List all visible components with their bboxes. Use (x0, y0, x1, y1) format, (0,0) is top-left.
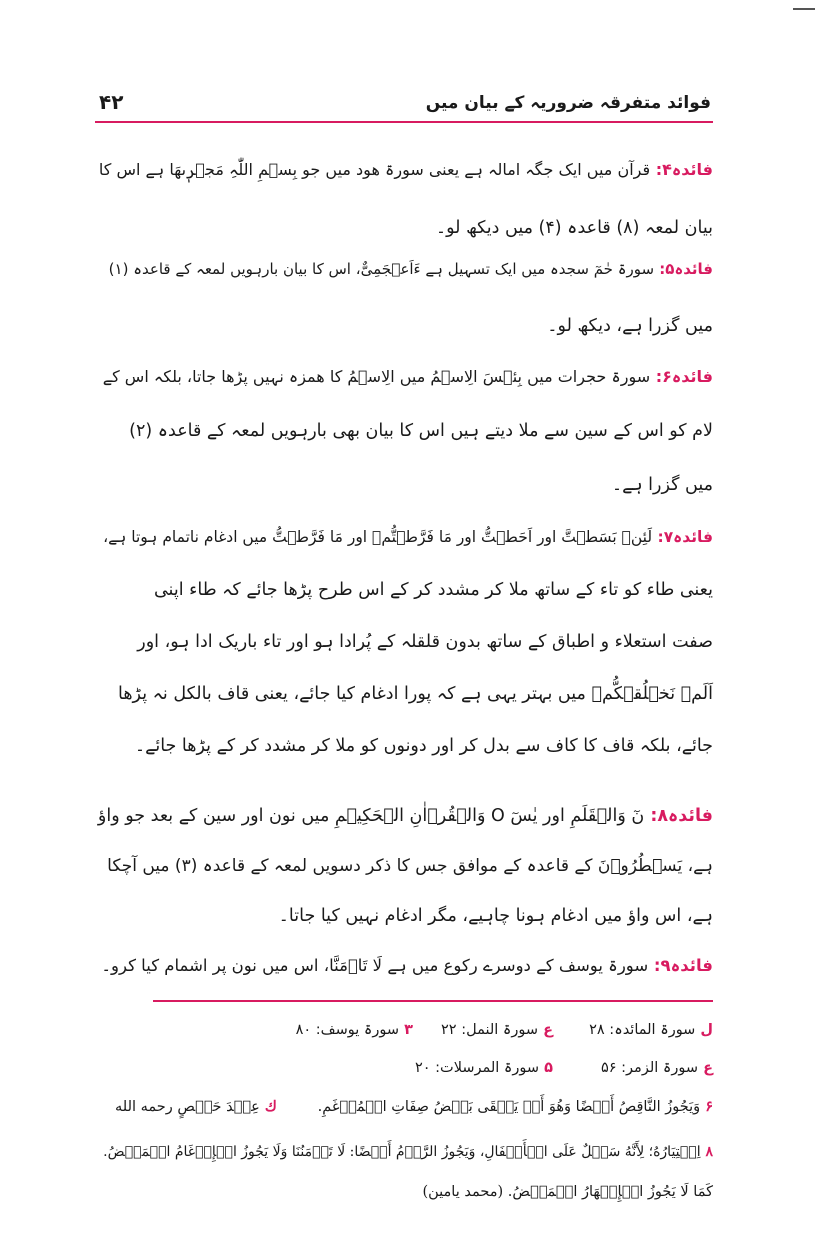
note-text: لَئِنۡ بَسَطۡتَّ اور اَحَطۡتُّ اور مَا فَرَّطۡتُّمۡ اور مَا فَرَّطۡتُّ میں ادغام ناتمام ہوتا ہے، (103, 528, 653, 546)
note-line: میں گزرا ہے، دیکھ لو۔ (547, 316, 713, 336)
footnote-text: وَيَجُوزُ النَّاقِصُ أَيۡضًا وَهُوَ أَنۡ يَبۡقَى بَعۡضُ صِفَاتِ الۡمُدۡغَمِ. (317, 1099, 701, 1115)
note-text: قرآن میں ایک جگہ امالہ ہے یعنی سورۃ ھود میں جو بِسۡمِ اللّٰہِ مَجۡرٖىهَا ہے اس کا (98, 160, 651, 179)
note-label: فائدہ۹: (653, 956, 713, 975)
footnote (589, 1022, 713, 1038)
footnote (103, 1144, 713, 1160)
footnote (601, 1060, 713, 1076)
header-divider (95, 121, 713, 123)
footnote-divider (153, 1000, 713, 1002)
note-text: سورۃ یوسف کے دوسرے رکوع میں ہے لَا تَاۡمَنَّا، اس میں نون پر اشمام کیا کرو۔ (101, 956, 649, 975)
note-line (101, 958, 713, 975)
note-text: سورۃ حٰمٓ سجدہ میں ایک تسہیل ہے ءَاَعۡجَمِیٌّ، اس کا بیان بارہویں لمعہ کے قاعدہ (۱) (108, 260, 655, 278)
note-line: میں گزرا ہے۔ (611, 475, 713, 495)
note-line: لام کو اس کے سین سے ملا دیتے ہیں اس کا بیان بھی بارہویں لمعہ کے قاعدہ (۲) (129, 421, 713, 441)
footnote-text: سورۃ الزمر: ۵۶ (600, 1060, 699, 1076)
footnote (115, 1098, 277, 1115)
note-label: فائدہ۷: (657, 528, 713, 546)
footnote (296, 1022, 413, 1038)
footnote-text: سورۃ یوسف: ۸۰ (295, 1022, 400, 1038)
footnote (318, 1098, 713, 1115)
note-label: فائدہ۵: (659, 260, 713, 278)
note-label: فائدہ۶: (655, 367, 713, 386)
note-line (109, 262, 713, 277)
footnote-number: ع (543, 1022, 553, 1038)
note-line (98, 808, 713, 826)
note-label: فائدہ۸: (650, 806, 713, 826)
page-number: ۴۲ (99, 90, 124, 114)
footnote-number: ۶ (705, 1098, 713, 1115)
footnote-number: ۳ (404, 1022, 413, 1038)
footnote-text: سورۃ المائدہ: ۲۸ (589, 1022, 696, 1038)
note-line: ہے، اس واؤ میں ادغام ہونا چاہیے، مگر ادغام نہیں کیا جاتا۔ (278, 906, 713, 926)
note-line (99, 162, 713, 178)
note-line: ہے، یَسۡطُرُوۡنَ کے قاعدہ کے موافق جس کا ذکر دسویں لمعہ کے قاعدہ (۳) میں آچکا (107, 856, 713, 876)
footnote-number: ل (700, 1022, 713, 1038)
footnote-text: اِخۡتِيَارُهُ؛ لِأَنَّهُ سَهۡلٌ عَلَى الۡأَطۡفَالِ، وَيَجُوزُ الرَّوۡمُ أَيۡضًا: لَا تَأۡمَنُنَا وَلَا يَجُوزُ الۡإِدۡغَامُ الۡمَحۡضُ. (103, 1144, 701, 1160)
note-line (103, 369, 713, 385)
footnote-text: سورۃ المرسلات: ۲۰ (414, 1060, 540, 1076)
footnote-text: عِنۡدَ حَفۡصٍ رحمه الله (115, 1099, 260, 1115)
footnote-continuation: كَمَا لَا يَجُوزُ الۡإِظۡهَارُ الۡمَحۡضُ. (محمد یامین) (422, 1184, 713, 1200)
footnote (415, 1060, 553, 1076)
note-text: نٓ وَالۡقَلَمِ اور یٰسٓ O وَالۡقُرۡاٰنِ الۡحَكِيۡمِ میں نون اور سین کے بعد جو واؤ (97, 806, 645, 826)
note-line: اَلَمۡ نَخۡلُقۡكُّمۡ میں بہتر یہی ہے کہ پورا ادغام کیا جائے، یعنی قاف بالکل نہ پڑھا (118, 684, 713, 704)
note-line: صفت استعلاء و اطباق کے ساتھ بدون قلقلہ کے پُرادا ہو اور تاء باریک ادا ہو، اور (137, 632, 713, 652)
book-page (95, 0, 713, 1247)
note-label: فائدہ۴: (655, 160, 713, 179)
note-line (103, 530, 713, 546)
note-text: سورۃ حجرات میں بِئۡسَ الِاسۡمُ میں الِاسۡمُ کا ھمزہ نہیں پڑھا جاتا، بلکہ اس کے (102, 367, 651, 386)
footnote-number: ۵ (544, 1060, 553, 1076)
footnote (441, 1022, 553, 1038)
note-line: یعنی طاء کو تاء کے ساتھ ملا کر مشدد کر کے اس طرح پڑھا جائے کہ طاء اپنی (153, 580, 713, 600)
footnote-number: ع (703, 1060, 713, 1076)
footnote-text: سورۃ النمل: ۲۲ (441, 1022, 539, 1038)
running-title: فوائد متفرقہ ضروریہ کے بیان میں (425, 93, 711, 113)
note-line: بیان لمعہ (۸) قاعدہ (۴) میں دیکھ لو۔ (435, 218, 713, 238)
note-line: جائے، بلکہ قاف کا کاف سے بدل کر اور دونوں کو ملا کر مشدد کر کے پڑھا جائے۔ (134, 736, 713, 756)
footnote-number: ك (264, 1098, 277, 1115)
page-header (95, 88, 713, 116)
page-edge-mark (793, 8, 815, 10)
footnote-number: ۸ (705, 1144, 713, 1160)
